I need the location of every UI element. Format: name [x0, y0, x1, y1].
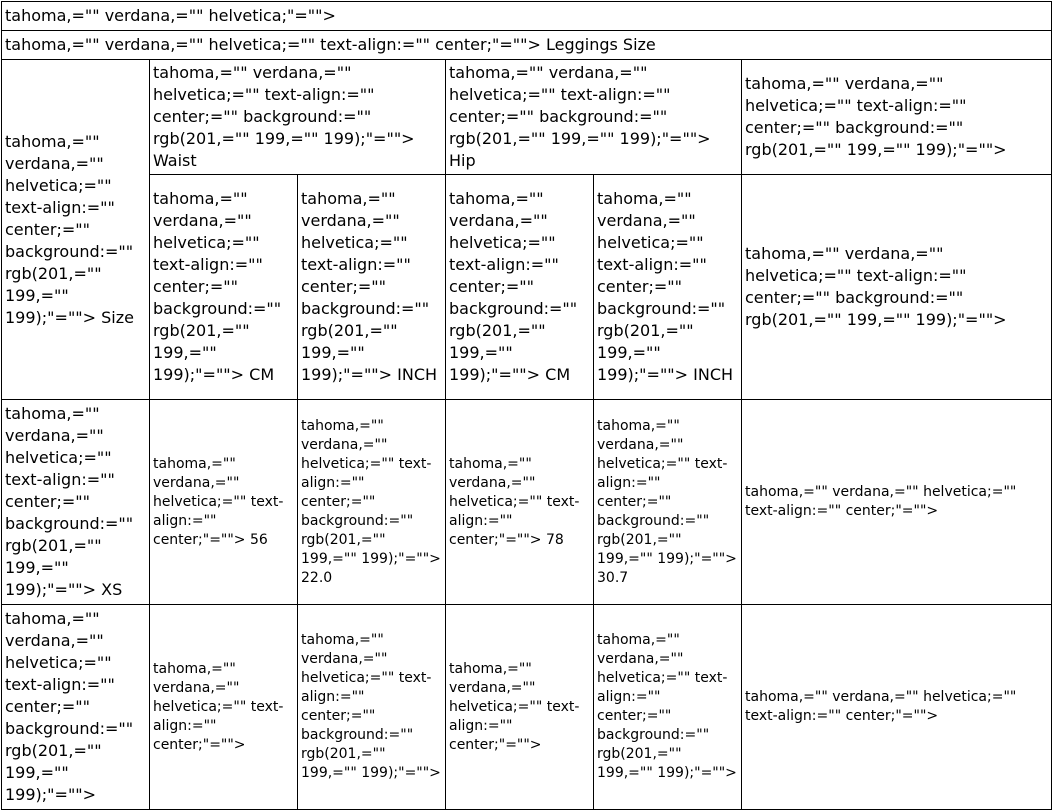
value-cell: tahoma,="" verdana,="" helvetica;="" text-align:="" center;="" background:="" rgb(201,="" 199,="" 199);"=""> 22.0	[298, 400, 446, 605]
value-cell: tahoma,="" verdana,="" helvetica;="" text-align:="" center;"=""> 56	[150, 400, 298, 605]
value-cell: tahoma,="" verdana,="" helvetica;="" text-align:="" center;"="">	[150, 605, 298, 810]
size-cell: tahoma,="" verdana,="" helvetica;="" text-align:="" center;="" background:="" rgb(201,="" 199,="" 199);"=""> XS	[2, 400, 150, 605]
table-title: tahoma,="" verdana,="" helvetica;="" text-align:="" center;"=""> Leggings Size	[2, 31, 1052, 60]
value-cell: tahoma,="" verdana,="" helvetica;="" text-align:="" center;"="">	[446, 605, 594, 810]
unit-overflow: tahoma,="" verdana,="" helvetica;="" text-align:="" center;="" background:="" rgb(201,="" 199,="" 199);"="">	[742, 175, 1052, 400]
unit-waist-inch: tahoma,="" verdana,="" helvetica;="" text-align:="" center;="" background:="" rgb(201,="" 199,="" 199);"=""> INCH	[298, 175, 446, 400]
value-cell: tahoma,="" verdana,="" helvetica;="" text-align:="" center;="" background:="" rgb(201,="" 199,="" 199);"="">	[594, 605, 742, 810]
table-header-row	[2, 60, 1052, 175]
value-cell: tahoma,="" verdana,="" helvetica;="" text-align:="" center;"=""> 78	[446, 400, 594, 605]
unit-hip-inch: tahoma,="" verdana,="" helvetica;="" text-align:="" center;="" background:="" rgb(201,="" 199,="" 199);"=""> INCH	[594, 175, 742, 400]
table-row	[2, 605, 1052, 810]
table-row	[2, 400, 1052, 605]
value-cell: tahoma,="" verdana,="" helvetica;="" text-align:="" center;"="">	[742, 400, 1052, 605]
value-cell: tahoma,="" verdana,="" helvetica;="" text-align:="" center;"="">	[742, 605, 1052, 810]
value-cell: tahoma,="" verdana,="" helvetica;="" text-align:="" center;="" background:="" rgb(201,="" 199,="" 199);"="">	[298, 605, 446, 810]
header-hip: tahoma,="" verdana,="" helvetica;="" text-align:="" center;="" background:="" rgb(201,="" 199,="" 199);"=""> Hip	[446, 60, 742, 175]
size-chart-table	[1, 1, 1052, 810]
size-cell: tahoma,="" verdana,="" helvetica;="" text-align:="" center;="" background:="" rgb(201,="" 199,="" 199);"="">	[2, 605, 150, 810]
table-row	[2, 2, 1052, 31]
table-unit-row	[2, 175, 1052, 400]
header-waist: tahoma,="" verdana,="" helvetica;="" text-align:="" center;="" background:="" rgb(201,="" 199,="" 199);"=""> Waist	[150, 60, 446, 175]
unit-hip-cm: tahoma,="" verdana,="" helvetica;="" text-align:="" center;="" background:="" rgb(201,="" 199,="" 199);"=""> CM	[446, 175, 594, 400]
table-row	[2, 31, 1052, 60]
value-cell: tahoma,="" verdana,="" helvetica;="" text-align:="" center;="" background:="" rgb(201,="" 199,="" 199);"=""> 30.7	[594, 400, 742, 605]
unit-waist-cm: tahoma,="" verdana,="" helvetica;="" text-align:="" center;="" background:="" rgb(201,="" 199,="" 199);"=""> CM	[150, 175, 298, 400]
header-overflow: tahoma,="" verdana,="" helvetica;="" text-align:="" center;="" background:="" rgb(201,="" 199,="" 199);"="">	[742, 60, 1052, 175]
header-size: tahoma,="" verdana,="" helvetica;="" text-align:="" center;="" background:="" rgb(201,="" 199,="" 199);"=""> Size	[2, 60, 150, 400]
raw-markup-row: tahoma,="" verdana,="" helvetica;"="">	[2, 2, 1052, 31]
